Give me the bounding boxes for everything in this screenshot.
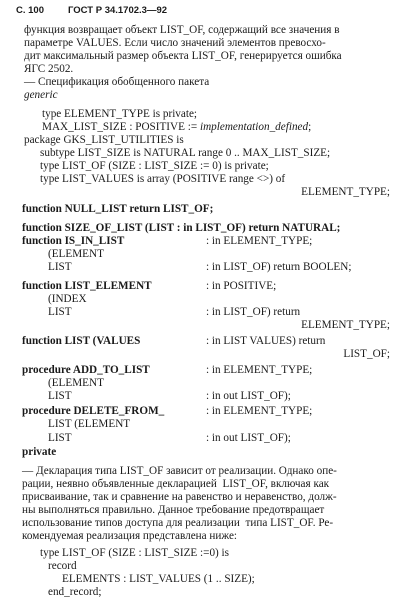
list-element-list-type: : in LIST_OF) return xyxy=(206,306,301,318)
delete-cont: LIST (ELEMENT xyxy=(48,418,131,430)
list-element-index: (INDEX xyxy=(48,293,87,305)
list-fn-type: : in LIST VALUES) return xyxy=(206,335,326,347)
outro-line-1: — Декларация типа LIST_OF зависит от реализации. Однако опе- xyxy=(22,465,337,477)
type-list-values-decl: type LIST_VALUES is array (POSITIVE range <>) of xyxy=(40,173,286,185)
generic-keyword: generic xyxy=(24,89,58,101)
list-element-index-type: : in POSITIVE; xyxy=(206,280,277,292)
add-element: (ELEMENT xyxy=(48,377,104,389)
list-fn-return: LIST_OF; xyxy=(343,348,390,360)
delete-from-type: : in ELEMENT_TYPE; xyxy=(206,405,313,417)
max-size-decl xyxy=(42,121,311,134)
intro-line-5: — Спецификация обобщенного пакета xyxy=(24,76,210,88)
type-list-values-cont: ELEMENT_TYPE; xyxy=(301,186,390,198)
max-size-decl-c: ; xyxy=(308,121,312,133)
size-of-list-decl: function SIZE_OF_LIST (LIST : in LIST_OF) return NATURAL; xyxy=(22,222,341,234)
intro-line-4: ЯГС 2502. xyxy=(24,63,74,75)
impl-end-record: end_record; xyxy=(48,586,102,598)
max-size-decl-b: implementation_defined xyxy=(199,121,309,133)
add-to-list-type: : in ELEMENT_TYPE; xyxy=(206,364,313,376)
outro-line-4: ны выполняться правильно. Данное требование предотвращает xyxy=(22,504,325,516)
impl-record: record xyxy=(48,560,77,572)
add-list: LIST xyxy=(48,390,72,402)
outro-line-3: присваивание, так и сравнение на равенство и неравенство, долж- xyxy=(22,491,337,503)
intro-line-2: параметре VALUES. Если число значений элементов превосхо- xyxy=(24,37,326,49)
type-element-decl: type ELEMENT_TYPE is private; xyxy=(42,108,198,120)
package-decl: package GKS_LIST_UTILITIES is xyxy=(24,134,184,146)
list-element-return: ELEMENT_TYPE; xyxy=(301,319,390,331)
outro-line-5: использование типов доступа для реализации типа LIST_OF. Ре- xyxy=(22,517,334,529)
outro-line-2: рации, неявно объявленные декларацией LIST_OF, включая как xyxy=(22,478,330,490)
intro-line-3: дит максимальный размер объекта LIST_OF, генерируется ошибка xyxy=(24,50,342,62)
is-in-list-element-type: : in ELEMENT_TYPE; xyxy=(206,235,313,247)
type-list-of-decl: type LIST_OF (SIZE : LIST_SIZE := 0) is private; xyxy=(40,160,269,172)
impl-type-line: type LIST_OF (SIZE : LIST_SIZE :=0) is xyxy=(40,547,230,559)
page-number: С. 100 xyxy=(16,5,44,16)
subtype-decl: subtype LIST_SIZE is NATURAL range 0 .. MAX_LIST_SIZE; xyxy=(40,147,331,159)
is-in-list-list-type: : in LIST_OF) return BOOLEN; xyxy=(206,261,352,273)
max-size-decl-a: MAX_LIST_SIZE : POSITIVE := xyxy=(42,121,200,133)
null-list-decl: function NULL_LIST return LIST_OF; xyxy=(22,203,214,215)
list-element-decl: function LIST_ELEMENT xyxy=(22,280,152,292)
standard-designation: ГОСТ Р 34.1702.3—92 xyxy=(68,5,168,16)
add-to-list-decl: procedure ADD_TO_LIST xyxy=(22,364,150,376)
impl-elements: ELEMENTS : LIST_VALUES (1 .. SIZE); xyxy=(62,573,255,585)
delete-list-type: : in out LIST_OF); xyxy=(206,432,291,444)
is-in-list-list: LIST xyxy=(48,261,72,273)
delete-list: LIST xyxy=(48,432,72,444)
delete-from-decl: procedure DELETE_FROM_ xyxy=(22,405,165,417)
intro-line-1: функция возвращает объект LIST_OF, содержащий все значения в xyxy=(24,24,340,36)
private-keyword: private xyxy=(22,446,57,458)
add-list-type: : in out LIST_OF); xyxy=(206,390,291,402)
outro-line-6: комендуемая реализация представлена ниже: xyxy=(22,530,238,542)
is-in-list-decl: function IS_IN_LIST xyxy=(22,235,125,247)
list-fn-decl: function LIST (VALUES xyxy=(22,335,141,347)
is-in-list-element: (ELEMENT xyxy=(48,248,104,260)
list-element-list: LIST xyxy=(48,306,72,318)
